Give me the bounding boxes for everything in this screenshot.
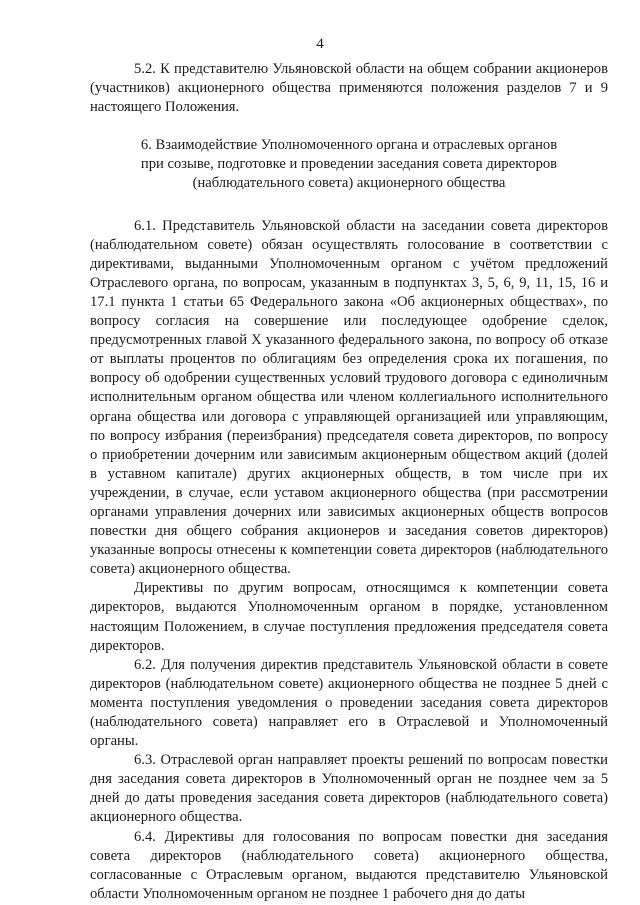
section-heading bbox=[90, 136, 608, 193]
section-heading-line-1: 6. Взаимодействие Уполномоченного органа и отраслевых органов bbox=[140, 137, 558, 154]
paragraph-6-4: 6.4. Директивы для голосования по вопросам повестки дня заседания совета директоров (наблюдательного совета) акционерного общества, согласованные с Отраслевым органом, выдаются представителю Ульяновской области Уполномоченным органом не позднее 1 рабочего дня до даты bbox=[90, 828, 608, 902]
page-number: 4 bbox=[316, 36, 324, 52]
paragraph-5-2: 5.2. К представителю Ульяновской области на общем собрании акционеров (участников) акционерного общества применяются положения разделов 7 и 9 настоящего Положения. bbox=[90, 61, 608, 116]
paragraph-directives-other: Директивы по другим вопросам, относящимся к компетенции совета директоров, выдаются Уполномоченным органом в порядке, установленном настоящим Положением, в случае поступления предложения председателя совета директоров. bbox=[90, 580, 608, 654]
paragraph-6-2: 6.2. Для получения директив представитель Ульяновской области в совете директоров (наблюдательном совете) акционерного общества не позднее 5 дней с момента поступления уведомления о проведении заседания совета директоров (наблюдательного совета) направляет его в Отраслевой и Уполномоченный органы. bbox=[90, 656, 608, 750]
section-heading-line-3: (наблюдательного совета) акционерного общества bbox=[192, 175, 506, 192]
paragraph-6-1: 6.1. Представитель Ульяновской области на заседании совета директоров (наблюдательном совете) обязан осуществлять голосование в соответствии с директивами, выданными Уполномоченным органом с учётом предложений Отраслевого органа, по вопросам, указанным в подпунктах 3, 5, 6, 9, 11, 15, 16 и 17.1 пункта 1 статьи 65 Федерального закона «Об акционерных обществах», по вопросу согласия на совершение или последующее одобрение сделок, предусмотренных главой X указанного федерального закона, по вопросу об отказе от выплаты процентов по облигациям без определения срока их погашения, по вопросу об одобрении существенных условий трудового договора с единоличным исполнительным органом общества или членом коллегиального исполнительного органа общества или договора с управляющей организацией или управляющим, по вопросу избрания (переизбрания) председателя совета директоров, по вопросу о приобретении дочерним или зависимым акционерным обществом акций (долей в уставном капитале) других акционерных обществ, в том числе при их учреждении, в случае, если уставом акционерного общества (при рассмотрении органами управления дочерних или зависимых акционерных обществ вопросов повестки дня общего собрания акционеров и заседания советов директоров) указанные вопросы отнесены к компетенции совета директоров (наблюдательного совета) акционерного общества. bbox=[90, 217, 608, 578]
document-body bbox=[90, 60, 608, 904]
section-heading-line-2: при созыве, подготовке и проведении заседания совета директоров bbox=[140, 156, 558, 173]
paragraph-6-3: 6.3. Отраслевой орган направляет проекты решений по вопросам повестки дня заседания совета директоров в Уполномоченный орган не позднее чем за 5 дней до даты проведения заседания совета директоров (наблюдательного совета) акционерного общества. bbox=[90, 752, 608, 826]
